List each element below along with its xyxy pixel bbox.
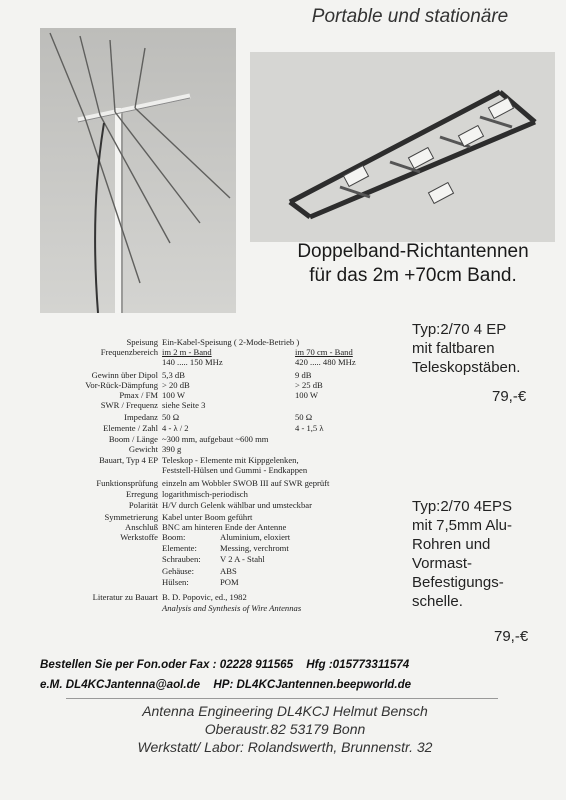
spec-row bbox=[8, 455, 403, 465]
offer-line: mit faltbaren bbox=[412, 340, 495, 357]
offer-line: Befestigungs- bbox=[412, 574, 504, 591]
offer-line: Teleskopstäben. bbox=[412, 359, 521, 376]
spec-value: H/V durch Gelenk wählbar und umsteckbar bbox=[162, 500, 312, 510]
heading-main-line1: Doppelband-Richtantennen bbox=[297, 241, 529, 262]
spec-value: Schrauben: bbox=[162, 554, 201, 564]
order-phone-fax: Bestellen Sie per Fon.oder Fax : 02228 911565 bbox=[40, 658, 294, 671]
spec-value: 140 ..... 150 MHz bbox=[162, 357, 223, 367]
spec-label: Polarität bbox=[128, 500, 158, 510]
offer-line: Typ:2/70 4EPS bbox=[412, 498, 513, 515]
spec-row bbox=[8, 512, 403, 522]
spec-value: Feststell-Hülsen und Gummi - Endkappen bbox=[162, 465, 308, 475]
spec-value-2: 420 ..... 480 MHz bbox=[295, 357, 356, 367]
order-email[interactable]: e.M. DL4KCJantenna@aol.de bbox=[40, 678, 201, 691]
spec-row bbox=[8, 370, 403, 380]
spec-value-2: 4 - 1,5 λ bbox=[295, 423, 324, 433]
spec-label: Anschluß bbox=[125, 522, 158, 532]
spec-row bbox=[8, 337, 403, 347]
spec-value-2: V 2 A - Stahl bbox=[220, 554, 265, 564]
spec-label: Boom / Länge bbox=[108, 434, 158, 444]
spec-value-2: Aluminium, eloxiert bbox=[220, 532, 291, 542]
spec-row bbox=[8, 434, 403, 444]
spec-value: Ein-Kabel-Speisung ( 2-Mode-Betrieb ) bbox=[162, 337, 300, 347]
spec-value: 5,3 dB bbox=[162, 370, 185, 380]
folded-antenna-photo bbox=[250, 52, 555, 242]
spec-row bbox=[8, 347, 403, 357]
spec-value: 100 W bbox=[162, 390, 185, 400]
spec-label: Werkstoffe bbox=[120, 532, 158, 542]
spec-value: im 2 m - Band bbox=[162, 347, 212, 357]
divider bbox=[66, 698, 498, 699]
spec-value: siehe Seite 3 bbox=[162, 400, 206, 410]
heading-main bbox=[268, 240, 558, 288]
order-contact-line bbox=[40, 678, 560, 691]
order-homepage[interactable]: HP: DL4KCJantennen.beepworld.de bbox=[213, 678, 412, 691]
spec-row bbox=[8, 554, 403, 564]
spec-row bbox=[8, 412, 403, 422]
spec-row bbox=[8, 478, 403, 488]
spec-value: einzeln am Wobbler SWOB III auf SWR geprüft bbox=[162, 478, 330, 488]
spec-row bbox=[8, 400, 403, 410]
spec-label: Frequenzbereich bbox=[100, 347, 158, 357]
spec-label: Gewicht bbox=[128, 444, 158, 454]
spec-table bbox=[8, 337, 403, 649]
order-mobile: Hfg :015773311574 bbox=[306, 658, 410, 671]
spec-value: > 20 dB bbox=[162, 380, 190, 390]
heading-main-line2: für das 2m +70cm Band. bbox=[309, 265, 517, 286]
footer-workshop: Werkstatt/ Labor: Rolandswerth, Brunnenstr. 32 bbox=[137, 739, 433, 755]
spec-value: Hülsen: bbox=[162, 577, 189, 587]
spec-value-2: 9 dB bbox=[295, 370, 312, 380]
spec-value: BNC am hinteren Ende der Antenne bbox=[162, 522, 287, 532]
order-phone-line bbox=[40, 658, 560, 671]
spec-label: SWR / Frequenz bbox=[100, 400, 158, 410]
heading-top: Portable und stationäre bbox=[311, 6, 509, 27]
spec-value-2: ABS bbox=[220, 566, 237, 576]
footer-company: Antenna Engineering DL4KCJ Helmut Bensch bbox=[142, 703, 428, 719]
spec-label: Speisung bbox=[126, 337, 158, 347]
spec-value: Boom: bbox=[162, 532, 186, 542]
spec-value-2: > 25 dB bbox=[295, 380, 323, 390]
spec-value: Kabel unter Boom geführt bbox=[162, 512, 253, 522]
spec-row bbox=[8, 577, 403, 587]
spec-row bbox=[8, 489, 403, 499]
spec-row bbox=[8, 500, 403, 510]
offer-type-4ep bbox=[412, 320, 562, 377]
spec-value: 390 g bbox=[162, 444, 182, 454]
spec-label: Vor-Rück-Dämpfung bbox=[85, 380, 158, 390]
spec-value-2: 50 Ω bbox=[295, 412, 313, 422]
spec-value-2: Messing, verchromt bbox=[220, 543, 289, 553]
spec-label: Bauart, Typ 4 EP bbox=[99, 455, 158, 465]
offer-line: mit 7,5mm Alu- bbox=[412, 517, 513, 534]
spec-row bbox=[8, 465, 403, 475]
spec-label: Impedanz bbox=[124, 412, 158, 422]
spec-row bbox=[8, 423, 403, 433]
spec-value: 4 - λ / 2 bbox=[162, 423, 189, 433]
spec-label: Pmax / FM bbox=[119, 390, 158, 400]
antenna-mast-photo bbox=[40, 28, 236, 313]
spec-row bbox=[8, 357, 403, 367]
spec-label: Gewinn über Dipol bbox=[91, 370, 158, 380]
spec-row bbox=[8, 444, 403, 454]
spec-value-2: 100 W bbox=[295, 390, 318, 400]
offer-type-4eps bbox=[412, 497, 562, 611]
price-type-4eps: 79,-€ bbox=[494, 628, 529, 645]
spec-label: Literatur zu Bauart bbox=[92, 592, 158, 602]
spec-row bbox=[8, 380, 403, 390]
spec-row bbox=[8, 532, 403, 542]
spec-value: Elemente: bbox=[162, 543, 197, 553]
spec-row bbox=[8, 592, 403, 602]
spec-value-2: im 70 cm - Band bbox=[295, 347, 353, 357]
price-type-4ep: 79,-€ bbox=[492, 388, 527, 405]
spec-label: Funktionsprüfung bbox=[96, 478, 158, 488]
spec-value: B. D. Popovic, ed., 1982 bbox=[162, 592, 247, 602]
spec-value: Gehäuse: bbox=[162, 566, 194, 576]
spec-row bbox=[8, 603, 403, 613]
offer-line: Typ:2/70 4 EP bbox=[412, 321, 507, 338]
spec-label: Symmetrierung bbox=[104, 512, 158, 522]
spec-value: logarithmisch-periodisch bbox=[162, 489, 248, 499]
spec-label: Elemente / Zahl bbox=[103, 423, 158, 433]
spec-value: Analysis and Synthesis of Wire Antennas bbox=[162, 603, 302, 613]
spec-row bbox=[8, 390, 403, 400]
offer-line: Vormast- bbox=[412, 555, 473, 572]
spec-value: 50 Ω bbox=[162, 412, 180, 422]
offer-line: schelle. bbox=[412, 593, 463, 610]
offer-line: Rohren und bbox=[412, 536, 491, 553]
footer-address: Oberaustr.82 53179 Bonn bbox=[204, 721, 366, 737]
spec-value: Teleskop - Elemente mit Kippgelenken, bbox=[162, 455, 299, 465]
spec-label: Erregung bbox=[126, 489, 158, 499]
spec-row bbox=[8, 543, 403, 553]
spec-row bbox=[8, 566, 403, 576]
spec-value: ~300 mm, aufgebaut ~600 mm bbox=[162, 434, 269, 444]
spec-value-2: POM bbox=[220, 577, 239, 587]
spec-row bbox=[8, 522, 403, 532]
